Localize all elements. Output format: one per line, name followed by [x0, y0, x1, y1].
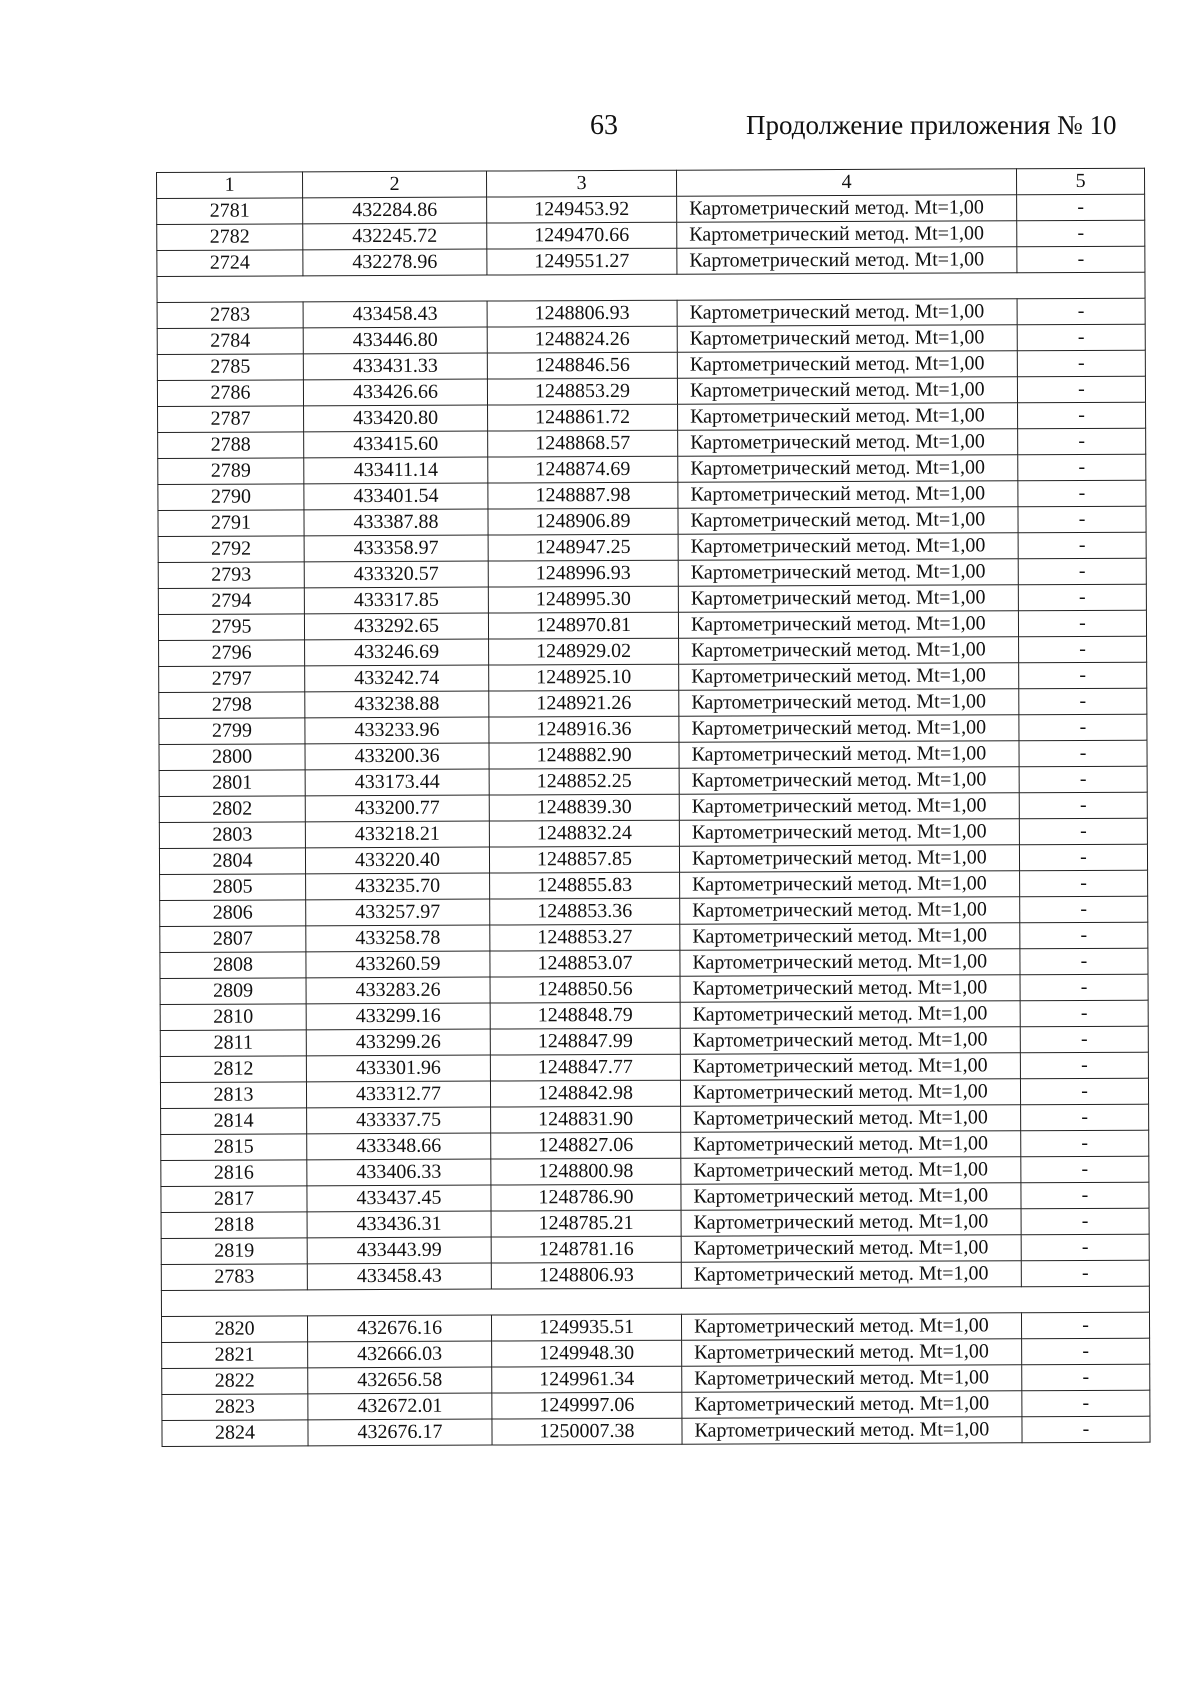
note-cell: -	[1019, 818, 1147, 845]
x-coordinate-cell: 433426.66	[303, 379, 487, 406]
method-cell: Картометрический метод. Mt=1,00	[680, 923, 1020, 950]
method-cell: Картометрический метод. Mt=1,00	[680, 1079, 1020, 1106]
method-cell: Картометрический метод. Mt=1,00	[679, 715, 1019, 742]
method-cell: Картометрический метод. Mt=1,00	[681, 1183, 1021, 1210]
x-coordinate-cell: 433337.75	[307, 1107, 491, 1134]
method-cell: Картометрический метод. Mt=1,00	[681, 1235, 1021, 1262]
y-coordinate-cell: 1248921.26	[489, 690, 679, 717]
method-cell: Картометрический метод. Mt=1,00	[681, 1131, 1021, 1158]
x-coordinate-cell: 433358.97	[304, 535, 488, 562]
x-coordinate-cell: 433258.78	[306, 925, 490, 952]
method-cell: Картометрический метод. Mt=1,00	[679, 845, 1019, 872]
y-coordinate-cell: 1248827.06	[491, 1132, 681, 1159]
note-cell: -	[1019, 740, 1147, 767]
x-coordinate-cell: 433292.65	[304, 613, 488, 640]
note-cell: -	[1018, 558, 1146, 585]
method-cell: Картометрический метод. Mt=1,00	[679, 689, 1019, 716]
table-row	[162, 1416, 1150, 1446]
y-coordinate-cell: 1249997.06	[492, 1392, 682, 1419]
y-coordinate-cell: 1248855.83	[490, 872, 680, 899]
note-cell: -	[1018, 454, 1146, 481]
point-number-cell: 2810	[160, 1004, 306, 1031]
x-coordinate-cell: 433283.26	[306, 977, 490, 1004]
column-header: 1	[157, 172, 303, 199]
y-coordinate-cell: 1248785.21	[491, 1210, 681, 1237]
point-number-cell: 2789	[158, 458, 304, 485]
point-number-cell: 2821	[162, 1342, 308, 1369]
note-cell: -	[1019, 688, 1147, 715]
method-cell: Картометрический метод. Mt=1,00	[678, 533, 1018, 560]
note-cell: -	[1017, 220, 1145, 247]
method-cell: Картометрический метод. Mt=1,00	[681, 1261, 1021, 1288]
note-cell: -	[1021, 1208, 1149, 1235]
note-cell: -	[1020, 948, 1148, 975]
y-coordinate-cell: 1248853.36	[490, 898, 680, 925]
note-cell: -	[1017, 376, 1145, 403]
x-coordinate-cell: 433312.77	[306, 1081, 490, 1108]
method-cell: Картометрический метод. Mt=1,00	[677, 221, 1017, 248]
note-cell: -	[1021, 1156, 1149, 1183]
method-cell: Картометрический метод. Mt=1,00	[680, 975, 1020, 1002]
method-cell: Картометрический метод. Mt=1,00	[679, 741, 1019, 768]
note-cell: -	[1017, 350, 1145, 377]
point-number-cell: 2781	[157, 198, 303, 225]
point-number-cell: 2822	[162, 1368, 308, 1395]
x-coordinate-cell: 433173.44	[305, 769, 489, 796]
method-cell: Картометрический метод. Mt=1,00	[678, 559, 1018, 586]
point-number-cell: 2824	[162, 1420, 308, 1447]
method-cell: Картометрический метод. Mt=1,00	[678, 403, 1018, 430]
y-coordinate-cell: 1248850.56	[490, 976, 680, 1003]
note-cell: -	[1017, 324, 1145, 351]
note-cell: -	[1020, 1078, 1148, 1105]
method-cell: Картометрический метод. Mt=1,00	[678, 481, 1018, 508]
x-coordinate-cell: 433317.85	[304, 587, 488, 614]
y-coordinate-cell: 1248947.25	[488, 534, 678, 561]
note-cell: -	[1019, 766, 1147, 793]
y-coordinate-cell: 1248861.72	[488, 404, 678, 431]
point-number-cell: 2813	[160, 1082, 306, 1109]
method-cell: Картометрический метод. Mt=1,00	[677, 195, 1017, 222]
point-number-cell: 2800	[159, 744, 305, 771]
method-cell: Картометрический метод. Mt=1,00	[680, 949, 1020, 976]
x-coordinate-cell: 432284.86	[303, 197, 487, 224]
method-cell: Картометрический метод. Mt=1,00	[680, 1027, 1020, 1054]
y-coordinate-cell: 1248857.85	[489, 846, 679, 873]
method-cell: Картометрический метод. Mt=1,00	[679, 767, 1019, 794]
point-number-cell: 2804	[159, 848, 305, 875]
y-coordinate-cell: 1248874.69	[488, 456, 678, 483]
x-coordinate-cell: 433246.69	[305, 639, 489, 666]
note-cell: -	[1021, 1130, 1149, 1157]
x-coordinate-cell: 433257.97	[306, 899, 490, 926]
method-cell: Картометрический метод. Mt=1,00	[680, 1001, 1020, 1028]
method-cell: Картометрический метод. Mt=1,00	[682, 1365, 1022, 1392]
x-coordinate-cell: 432666.03	[308, 1341, 492, 1368]
y-coordinate-cell: 1248848.79	[490, 1002, 680, 1029]
page-caption: Продолжение приложения № 10	[746, 110, 1117, 140]
method-cell: Картометрический метод. Mt=1,00	[679, 637, 1019, 664]
point-number-cell: 2782	[157, 224, 303, 251]
y-coordinate-cell: 1248995.30	[488, 586, 678, 613]
y-coordinate-cell: 1248916.36	[489, 716, 679, 743]
method-cell: Картометрический метод. Mt=1,00	[678, 507, 1018, 534]
column-header: 5	[1016, 168, 1144, 195]
point-number-cell: 2818	[161, 1212, 307, 1239]
note-cell: -	[1017, 194, 1145, 221]
page-number: 63	[590, 110, 618, 141]
y-coordinate-cell: 1248852.25	[489, 768, 679, 795]
y-coordinate-cell: 1248853.29	[487, 378, 677, 405]
method-cell: Картометрический метод. Mt=1,00	[677, 351, 1017, 378]
y-coordinate-cell: 1248781.16	[491, 1236, 681, 1263]
note-cell: -	[1019, 662, 1147, 689]
point-number-cell: 2792	[158, 536, 304, 563]
method-cell: Картометрический метод. Mt=1,00	[680, 1053, 1020, 1080]
y-coordinate-cell: 1248846.56	[487, 352, 677, 379]
x-coordinate-cell: 433431.33	[303, 353, 487, 380]
y-coordinate-cell: 1249935.51	[491, 1314, 681, 1341]
x-coordinate-cell: 433200.36	[305, 743, 489, 770]
y-coordinate-cell: 1248800.98	[491, 1158, 681, 1185]
note-cell: -	[1019, 714, 1147, 741]
point-number-cell: 2820	[161, 1316, 307, 1343]
y-coordinate-cell: 1248806.93	[487, 300, 677, 327]
note-cell: -	[1021, 1104, 1149, 1131]
note-cell: -	[1020, 974, 1148, 1001]
column-header: 4	[676, 169, 1016, 196]
method-cell: Картометрический метод. Mt=1,00	[682, 1417, 1022, 1444]
note-cell: -	[1021, 1234, 1149, 1261]
note-cell: -	[1018, 480, 1146, 507]
x-coordinate-cell: 433458.43	[303, 301, 487, 328]
point-number-cell: 2801	[159, 770, 305, 797]
y-coordinate-cell: 1249470.66	[487, 222, 677, 249]
y-coordinate-cell: 1248847.77	[490, 1054, 680, 1081]
column-header: 2	[303, 171, 487, 198]
method-cell: Картометрический метод. Mt=1,00	[681, 1313, 1021, 1340]
point-number-cell: 2807	[160, 926, 306, 953]
method-cell: Картометрический метод. Mt=1,00	[682, 1339, 1022, 1366]
point-number-cell: 2724	[157, 250, 303, 277]
note-cell: -	[1021, 1312, 1149, 1339]
x-coordinate-cell: 432676.16	[307, 1315, 491, 1342]
point-number-cell: 2803	[159, 822, 305, 849]
point-number-cell: 2819	[161, 1238, 307, 1265]
note-cell: -	[1020, 870, 1148, 897]
y-coordinate-cell: 1248925.10	[489, 664, 679, 691]
point-number-cell: 2811	[160, 1030, 306, 1057]
x-coordinate-cell: 433238.88	[305, 691, 489, 718]
note-cell: -	[1018, 532, 1146, 559]
y-coordinate-cell: 1248887.98	[488, 482, 678, 509]
point-number-cell: 2787	[158, 406, 304, 433]
point-number-cell: 2809	[160, 978, 306, 1005]
x-coordinate-cell: 433233.96	[305, 717, 489, 744]
note-cell: -	[1018, 506, 1146, 533]
note-cell: -	[1020, 1000, 1148, 1027]
note-cell: -	[1020, 1052, 1148, 1079]
y-coordinate-cell: 1249551.27	[487, 248, 677, 275]
x-coordinate-cell: 433401.54	[304, 483, 488, 510]
y-coordinate-cell: 1249948.30	[492, 1340, 682, 1367]
y-coordinate-cell: 1248853.07	[490, 950, 680, 977]
coordinates-table	[156, 168, 1151, 1447]
x-coordinate-cell: 433218.21	[305, 821, 489, 848]
method-cell: Картометрический метод. Mt=1,00	[681, 1157, 1021, 1184]
x-coordinate-cell: 433299.16	[306, 1003, 490, 1030]
note-cell: -	[1022, 1364, 1150, 1391]
point-number-cell: 2795	[158, 614, 304, 641]
method-cell: Картометрический метод. Mt=1,00	[678, 585, 1018, 612]
method-cell: Картометрический метод. Mt=1,00	[680, 871, 1020, 898]
x-coordinate-cell: 433220.40	[305, 847, 489, 874]
point-number-cell: 2823	[162, 1394, 308, 1421]
y-coordinate-cell: 1248831.90	[491, 1106, 681, 1133]
note-cell: -	[1019, 844, 1147, 871]
point-number-cell: 2784	[157, 328, 303, 355]
note-cell: -	[1022, 1338, 1150, 1365]
x-coordinate-cell: 433299.26	[306, 1029, 490, 1056]
y-coordinate-cell: 1248839.30	[489, 794, 679, 821]
note-cell: -	[1022, 1416, 1150, 1443]
point-number-cell: 2799	[159, 718, 305, 745]
x-coordinate-cell: 432676.17	[308, 1419, 492, 1446]
x-coordinate-cell: 433242.74	[305, 665, 489, 692]
y-coordinate-cell: 1250007.38	[492, 1418, 682, 1445]
point-number-cell: 2812	[160, 1056, 306, 1083]
point-number-cell: 2783	[157, 302, 303, 329]
x-coordinate-cell: 432656.58	[308, 1367, 492, 1394]
x-coordinate-cell: 433446.80	[303, 327, 487, 354]
x-coordinate-cell: 433200.77	[305, 795, 489, 822]
note-cell: -	[1020, 896, 1148, 923]
method-cell: Картометрический метод. Mt=1,00	[677, 299, 1017, 326]
coordinates-table-body	[157, 168, 1151, 1446]
y-coordinate-cell: 1248996.93	[488, 560, 678, 587]
x-coordinate-cell: 432278.96	[303, 249, 487, 276]
point-number-cell: 2791	[158, 510, 304, 537]
point-number-cell: 2796	[159, 640, 305, 667]
point-number-cell: 2790	[158, 484, 304, 511]
note-cell: -	[1021, 1260, 1149, 1287]
note-cell: -	[1021, 1182, 1149, 1209]
x-coordinate-cell: 433406.33	[307, 1159, 491, 1186]
x-coordinate-cell: 433437.45	[307, 1185, 491, 1212]
y-coordinate-cell: 1248906.89	[488, 508, 678, 535]
y-coordinate-cell: 1248786.90	[491, 1184, 681, 1211]
y-coordinate-cell: 1248868.57	[488, 430, 678, 457]
y-coordinate-cell: 1248882.90	[489, 742, 679, 769]
point-number-cell: 2802	[159, 796, 305, 823]
x-coordinate-cell: 433436.31	[307, 1211, 491, 1238]
point-number-cell: 2785	[157, 354, 303, 381]
method-cell: Картометрический метод. Mt=1,00	[678, 611, 1018, 638]
point-number-cell: 2805	[160, 874, 306, 901]
note-cell: -	[1022, 1390, 1150, 1417]
note-cell: -	[1019, 636, 1147, 663]
point-number-cell: 2815	[161, 1134, 307, 1161]
point-number-cell: 2808	[160, 952, 306, 979]
point-number-cell: 2817	[161, 1186, 307, 1213]
x-coordinate-cell: 433320.57	[304, 561, 488, 588]
x-coordinate-cell: 433235.70	[306, 873, 490, 900]
point-number-cell: 2783	[161, 1264, 307, 1291]
y-coordinate-cell: 1248842.98	[490, 1080, 680, 1107]
y-coordinate-cell: 1249961.34	[492, 1366, 682, 1393]
page-header	[0, 110, 1200, 150]
y-coordinate-cell: 1248832.24	[489, 820, 679, 847]
x-coordinate-cell: 433420.80	[304, 405, 488, 432]
note-cell: -	[1018, 610, 1146, 637]
point-number-cell: 2788	[158, 432, 304, 459]
method-cell: Картометрический метод. Mt=1,00	[677, 377, 1017, 404]
x-coordinate-cell: 433260.59	[306, 951, 490, 978]
x-coordinate-cell: 433411.14	[304, 457, 488, 484]
y-coordinate-cell: 1248824.26	[487, 326, 677, 353]
x-coordinate-cell: 432672.01	[308, 1393, 492, 1420]
y-coordinate-cell: 1249453.92	[487, 196, 677, 223]
method-cell: Картометрический метод. Mt=1,00	[678, 455, 1018, 482]
method-cell: Картометрический метод. Mt=1,00	[678, 429, 1018, 456]
x-coordinate-cell: 433443.99	[307, 1237, 491, 1264]
y-coordinate-cell: 1248806.93	[491, 1262, 681, 1289]
method-cell: Картометрический метод. Mt=1,00	[679, 819, 1019, 846]
point-number-cell: 2786	[157, 380, 303, 407]
note-cell: -	[1019, 792, 1147, 819]
point-number-cell: 2798	[159, 692, 305, 719]
point-number-cell: 2806	[160, 900, 306, 927]
note-cell: -	[1018, 584, 1146, 611]
y-coordinate-cell: 1248929.02	[489, 638, 679, 665]
point-number-cell: 2797	[159, 666, 305, 693]
method-cell: Картометрический метод. Mt=1,00	[680, 897, 1020, 924]
point-number-cell: 2793	[158, 562, 304, 589]
note-cell: -	[1017, 298, 1145, 325]
method-cell: Картометрический метод. Mt=1,00	[677, 325, 1017, 352]
point-number-cell: 2814	[161, 1108, 307, 1135]
method-cell: Картометрический метод. Mt=1,00	[677, 247, 1017, 274]
x-coordinate-cell: 433348.66	[307, 1133, 491, 1160]
method-cell: Картометрический метод. Mt=1,00	[682, 1391, 1022, 1418]
y-coordinate-cell: 1248970.81	[488, 612, 678, 639]
x-coordinate-cell: 433458.43	[307, 1263, 491, 1290]
x-coordinate-cell: 433301.96	[306, 1055, 490, 1082]
point-number-cell: 2816	[161, 1160, 307, 1187]
x-coordinate-cell: 433387.88	[304, 509, 488, 536]
note-cell: -	[1020, 922, 1148, 949]
method-cell: Картометрический метод. Mt=1,00	[679, 663, 1019, 690]
x-coordinate-cell: 432245.72	[303, 223, 487, 250]
note-cell: -	[1018, 402, 1146, 429]
method-cell: Картометрический метод. Mt=1,00	[679, 793, 1019, 820]
note-cell: -	[1020, 1026, 1148, 1053]
x-coordinate-cell: 433415.60	[304, 431, 488, 458]
point-number-cell: 2794	[158, 588, 304, 615]
y-coordinate-cell: 1248853.27	[490, 924, 680, 951]
note-cell: -	[1017, 246, 1145, 273]
method-cell: Картометрический метод. Mt=1,00	[681, 1209, 1021, 1236]
method-cell: Картометрический метод. Mt=1,00	[681, 1105, 1021, 1132]
column-header: 3	[486, 170, 676, 197]
note-cell: -	[1018, 428, 1146, 455]
y-coordinate-cell: 1248847.99	[490, 1028, 680, 1055]
